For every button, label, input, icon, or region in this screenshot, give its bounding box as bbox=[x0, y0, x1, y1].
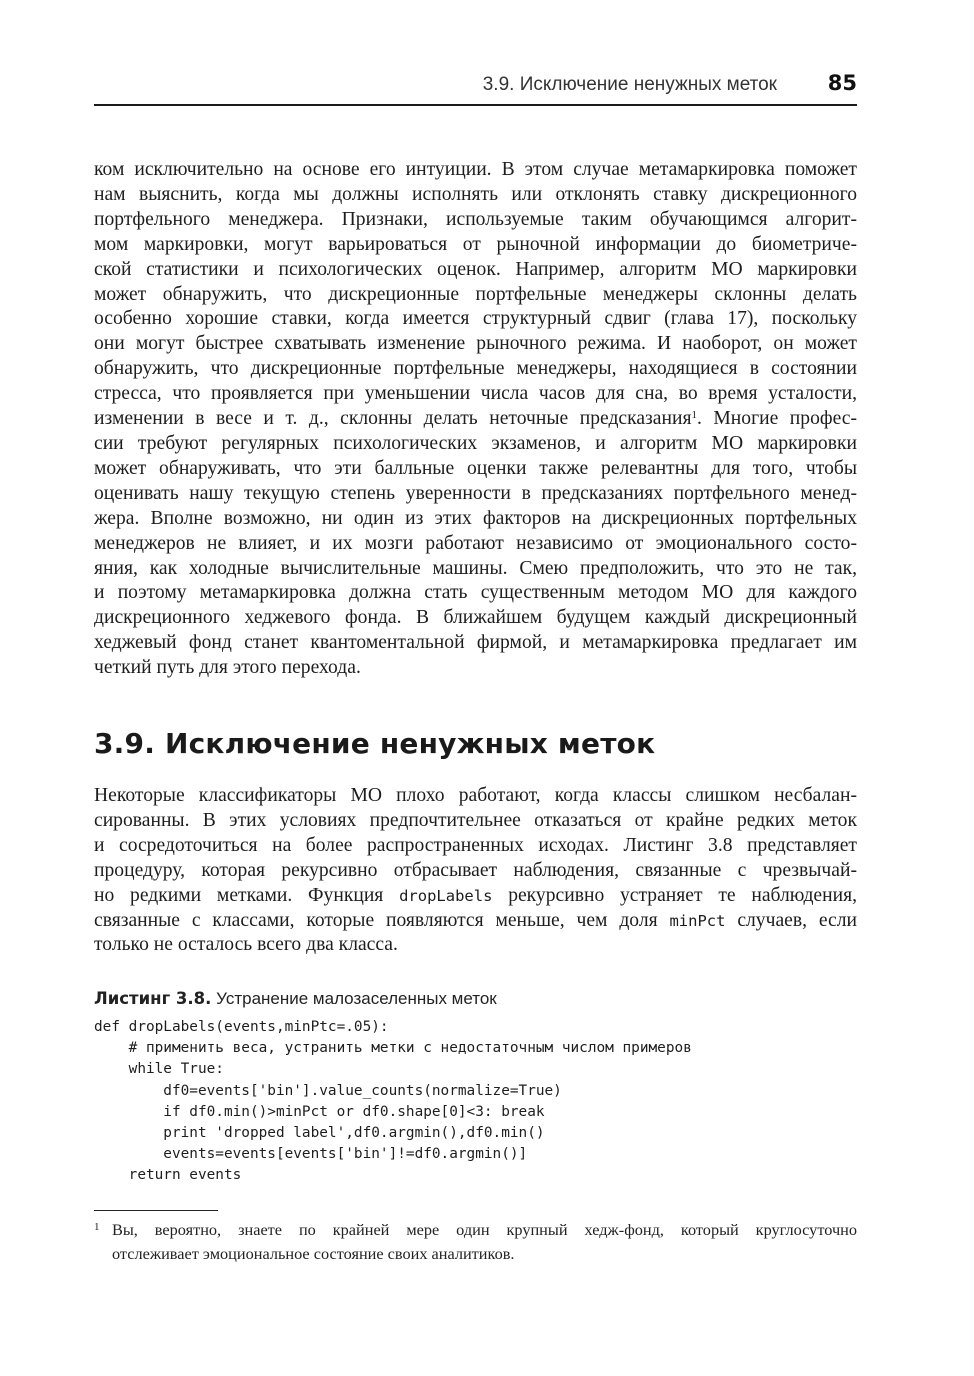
text-line: портфельного менеджера. Признаки, используемые таким обучающимся алгорит- bbox=[94, 208, 857, 230]
text-line: дискреционного хеджевого фонда. В ближайшем будущем каждый дискреционный bbox=[94, 607, 857, 629]
section-heading: 3.9. Исключение ненужных меток bbox=[94, 727, 656, 760]
footnote-reference[interactable]: 1 bbox=[691, 409, 697, 422]
code-line: # применить веса, устранить метки с недостаточным числом примеров bbox=[94, 1040, 692, 1057]
listing-title: Устранение малозаселенных меток bbox=[211, 989, 497, 1008]
text-line: может обнаруживать, что эти балльные оценки также релевантны для того, чтобы bbox=[94, 457, 857, 479]
listing-label: Листинг 3.8. bbox=[94, 989, 212, 1008]
paragraph-drop-labels bbox=[94, 784, 857, 958]
text-line: и сосредоточиться на более распространенных исходах. Листинг 3.8 представляет bbox=[94, 834, 857, 856]
text-line: менеджеров не влияет, и их мозги работают независимо от эмоционального состо- bbox=[94, 532, 857, 554]
text-line: Некоторые классификаторы МО плохо работают, когда классы слишком несбалан- bbox=[94, 785, 857, 806]
text-line: хеджевый фонд станет квантоментальной фирмой, и метамаркировка предлагает им bbox=[94, 632, 857, 654]
text-segment: изменении в весе и т. д., склонны делать неточные предсказания bbox=[94, 408, 692, 430]
code-listing bbox=[94, 1017, 692, 1187]
text-line: яния, как холодные вычислительные машины. Смею предположить, что это не так, bbox=[94, 557, 857, 579]
text-line: четкий путь для этого перехода. bbox=[94, 657, 361, 679]
inline-code-minpct: minPct bbox=[669, 911, 726, 930]
inline-code-droplabels: dropLabels bbox=[399, 886, 493, 905]
text-line: мом маркировки, могут варьироваться от рыночной информации до биометриче- bbox=[94, 233, 857, 255]
text-segment: рекурсивно устраняет те наблюдения, bbox=[492, 884, 857, 906]
running-header bbox=[94, 66, 857, 106]
footnote-line: отслеживает эмоциональное состояние своих аналитиков. bbox=[112, 1244, 515, 1263]
text-line: нам выяснить, когда мы должны исполнять или отклонять ставку дискреционного bbox=[94, 183, 857, 205]
code-line: events=events[events['bin']!=df0.argmin()] bbox=[94, 1146, 528, 1163]
text-line: особенно хорошие ставки, когда имеется структурный сдвиг (глава 17), поскольку bbox=[94, 308, 857, 330]
text-line-with-code bbox=[94, 909, 857, 934]
page-number: 85 bbox=[827, 71, 857, 95]
code-line: while True: bbox=[94, 1061, 224, 1078]
text-line: только не осталось всего два класса. bbox=[94, 934, 398, 956]
text-line: может обнаружить, что дискреционные портфельные менеджеры склонны делать bbox=[94, 283, 857, 305]
code-line: return events bbox=[94, 1167, 242, 1184]
code-line: df0=events['bin'].value_counts(normalize=True) bbox=[94, 1082, 562, 1099]
text-line: стресса, что проявляется при уменьшении числа часов для сна, во время усталости, bbox=[94, 383, 857, 405]
text-line: и поэтому метамаркировка должна стать существенным методом МО для каждого bbox=[94, 582, 857, 604]
text-line: они могут быстрее схватывать изменение рыночного режима. И наоборот, он может bbox=[94, 333, 857, 355]
text-line: оценивать нашу текущую степень уверенности в предсказаниях портфельного менед- bbox=[94, 482, 857, 504]
paragraph-metalabeling bbox=[94, 158, 857, 681]
code-line: if df0.min()>minPct or df0.shape[0]<3: break bbox=[94, 1103, 545, 1120]
text-line-with-code bbox=[94, 884, 857, 909]
listing-caption bbox=[94, 988, 497, 1010]
footnote-divider bbox=[94, 1210, 218, 1211]
text-line: ком исключительно на основе его интуиции. В этом случае метамаркировка поможет bbox=[94, 159, 857, 180]
text-segment: . Многие профес- bbox=[696, 408, 857, 430]
text-segment: но редкими метками. Функция bbox=[94, 884, 400, 906]
text-segment: связанные с классами, которые появляются меньше, чем доля bbox=[94, 909, 670, 931]
footnote-line: Вы, вероятно, знаете по крайней мере один крупный хедж-фонд, который круглосуточно bbox=[112, 1220, 857, 1239]
footnote-mark: 1 bbox=[94, 1221, 100, 1233]
footnote-text bbox=[94, 1218, 857, 1266]
code-line: print 'dropped label',df0.argmin(),df0.min() bbox=[94, 1125, 545, 1142]
text-line: сии требуют регулярных психологических экзаменов, и алгоритм МО маркировки bbox=[94, 432, 857, 454]
code-line: def dropLabels(events,minPtc=.05): bbox=[94, 1019, 389, 1035]
text-line: жера. Вполне возможно, ни один из этих факторов на дискреционных портфельных bbox=[94, 507, 857, 529]
running-header-title: 3.9. Исключение ненужных меток bbox=[482, 74, 777, 95]
footnote bbox=[94, 1218, 857, 1266]
text-line: обнаружить, что дискреционные портфельные менеджеры, находящиеся в состоянии bbox=[94, 358, 857, 380]
text-line: ской статистики и психологических оценок. Например, алгоритм МО маркировки bbox=[94, 258, 857, 280]
text-line: сированны. В этих условиях предпочтительнее отказаться от крайне редких меток bbox=[94, 809, 857, 831]
text-line-with-footnote bbox=[94, 407, 857, 432]
text-line: процедуру, которая рекурсивно отбрасывает наблюдения, связанные с чрезвычай- bbox=[94, 859, 857, 881]
text-segment: случаев, если bbox=[725, 909, 857, 931]
